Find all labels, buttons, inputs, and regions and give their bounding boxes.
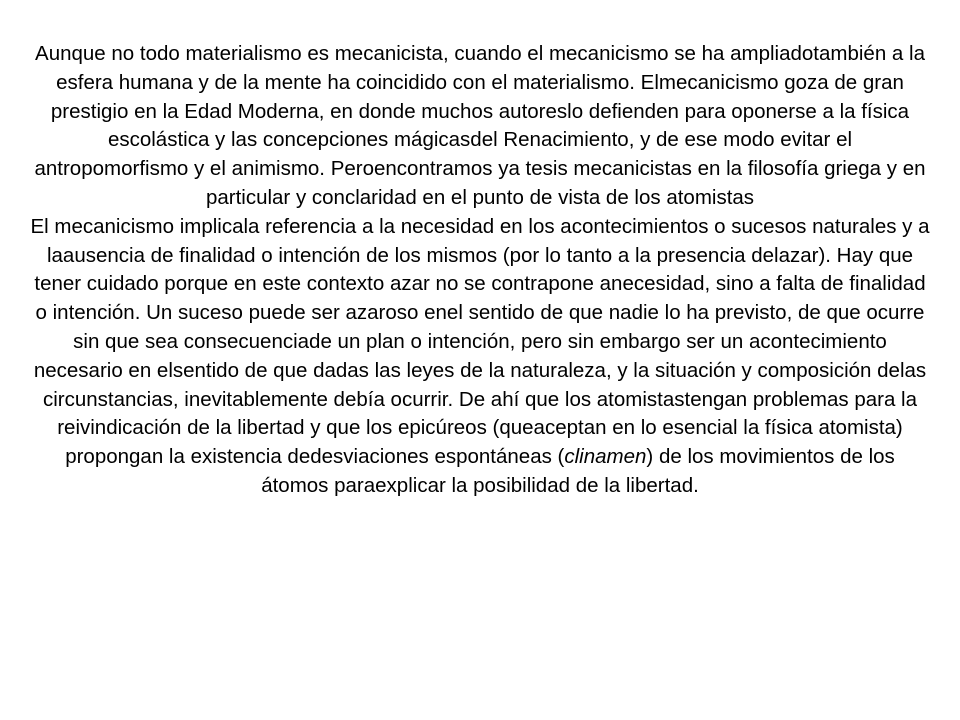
paragraph-mechanism [30, 213, 930, 501]
clinamen-term: clinamen [564, 445, 647, 469]
paragraph-materialism: Aunque no todo materialismo es mecanicista, cuando el mecanicismo se ha ampliadotambién a la esfera humana y de la mente ha coincidido con el materialismo. Elmecanicismo goza de gran prestigio en la Edad Moderna, en donde muchos autoreslo defienden para oponerse a la física escolástica y las concepciones mágicasdel Renacimiento, y de ese modo evitar el antropomorfismo y el animismo. Peroencontramos ya tesis mecanicistas en la filosofía griega y en particular y conclaridad en el punto de vista de los atomistas [34, 42, 926, 209]
text-block [30, 40, 930, 501]
paragraph-mechanism-ending: ) de los movimientos de los átomos paraexplicar la posibilidad de la libertad. [261, 445, 895, 497]
paragraph-mechanism-text: El mecanicismo implicala referencia a la necesidad en los acontecimientos o sucesos naturales y a laausencia de finalidad o intención de los mismos (por lo tanto a la presencia delazar). Hay que tener cuidado porque en este contexto azar no se contrapone anecesidad, sino a falta de finalidad o intención. Un suceso puede ser azaroso enel sentido de que nadie lo ha previsto, de que ocurre sin que sea consecuenciade un plan o intención, pero sin embargo ser un acontecimiento necesario en elsentido de que dadas las leyes de la naturaleza, y la situación y composición delas circunstancias, inevitablemente debía ocurrir. De ahí que los atomistastengan problemas para la reivindicación de la libertad y que los epicúreos (queaceptan en lo esencial la física atomista) propongan la existencia dedesviaciones espontáneas ( [30, 214, 930, 469]
